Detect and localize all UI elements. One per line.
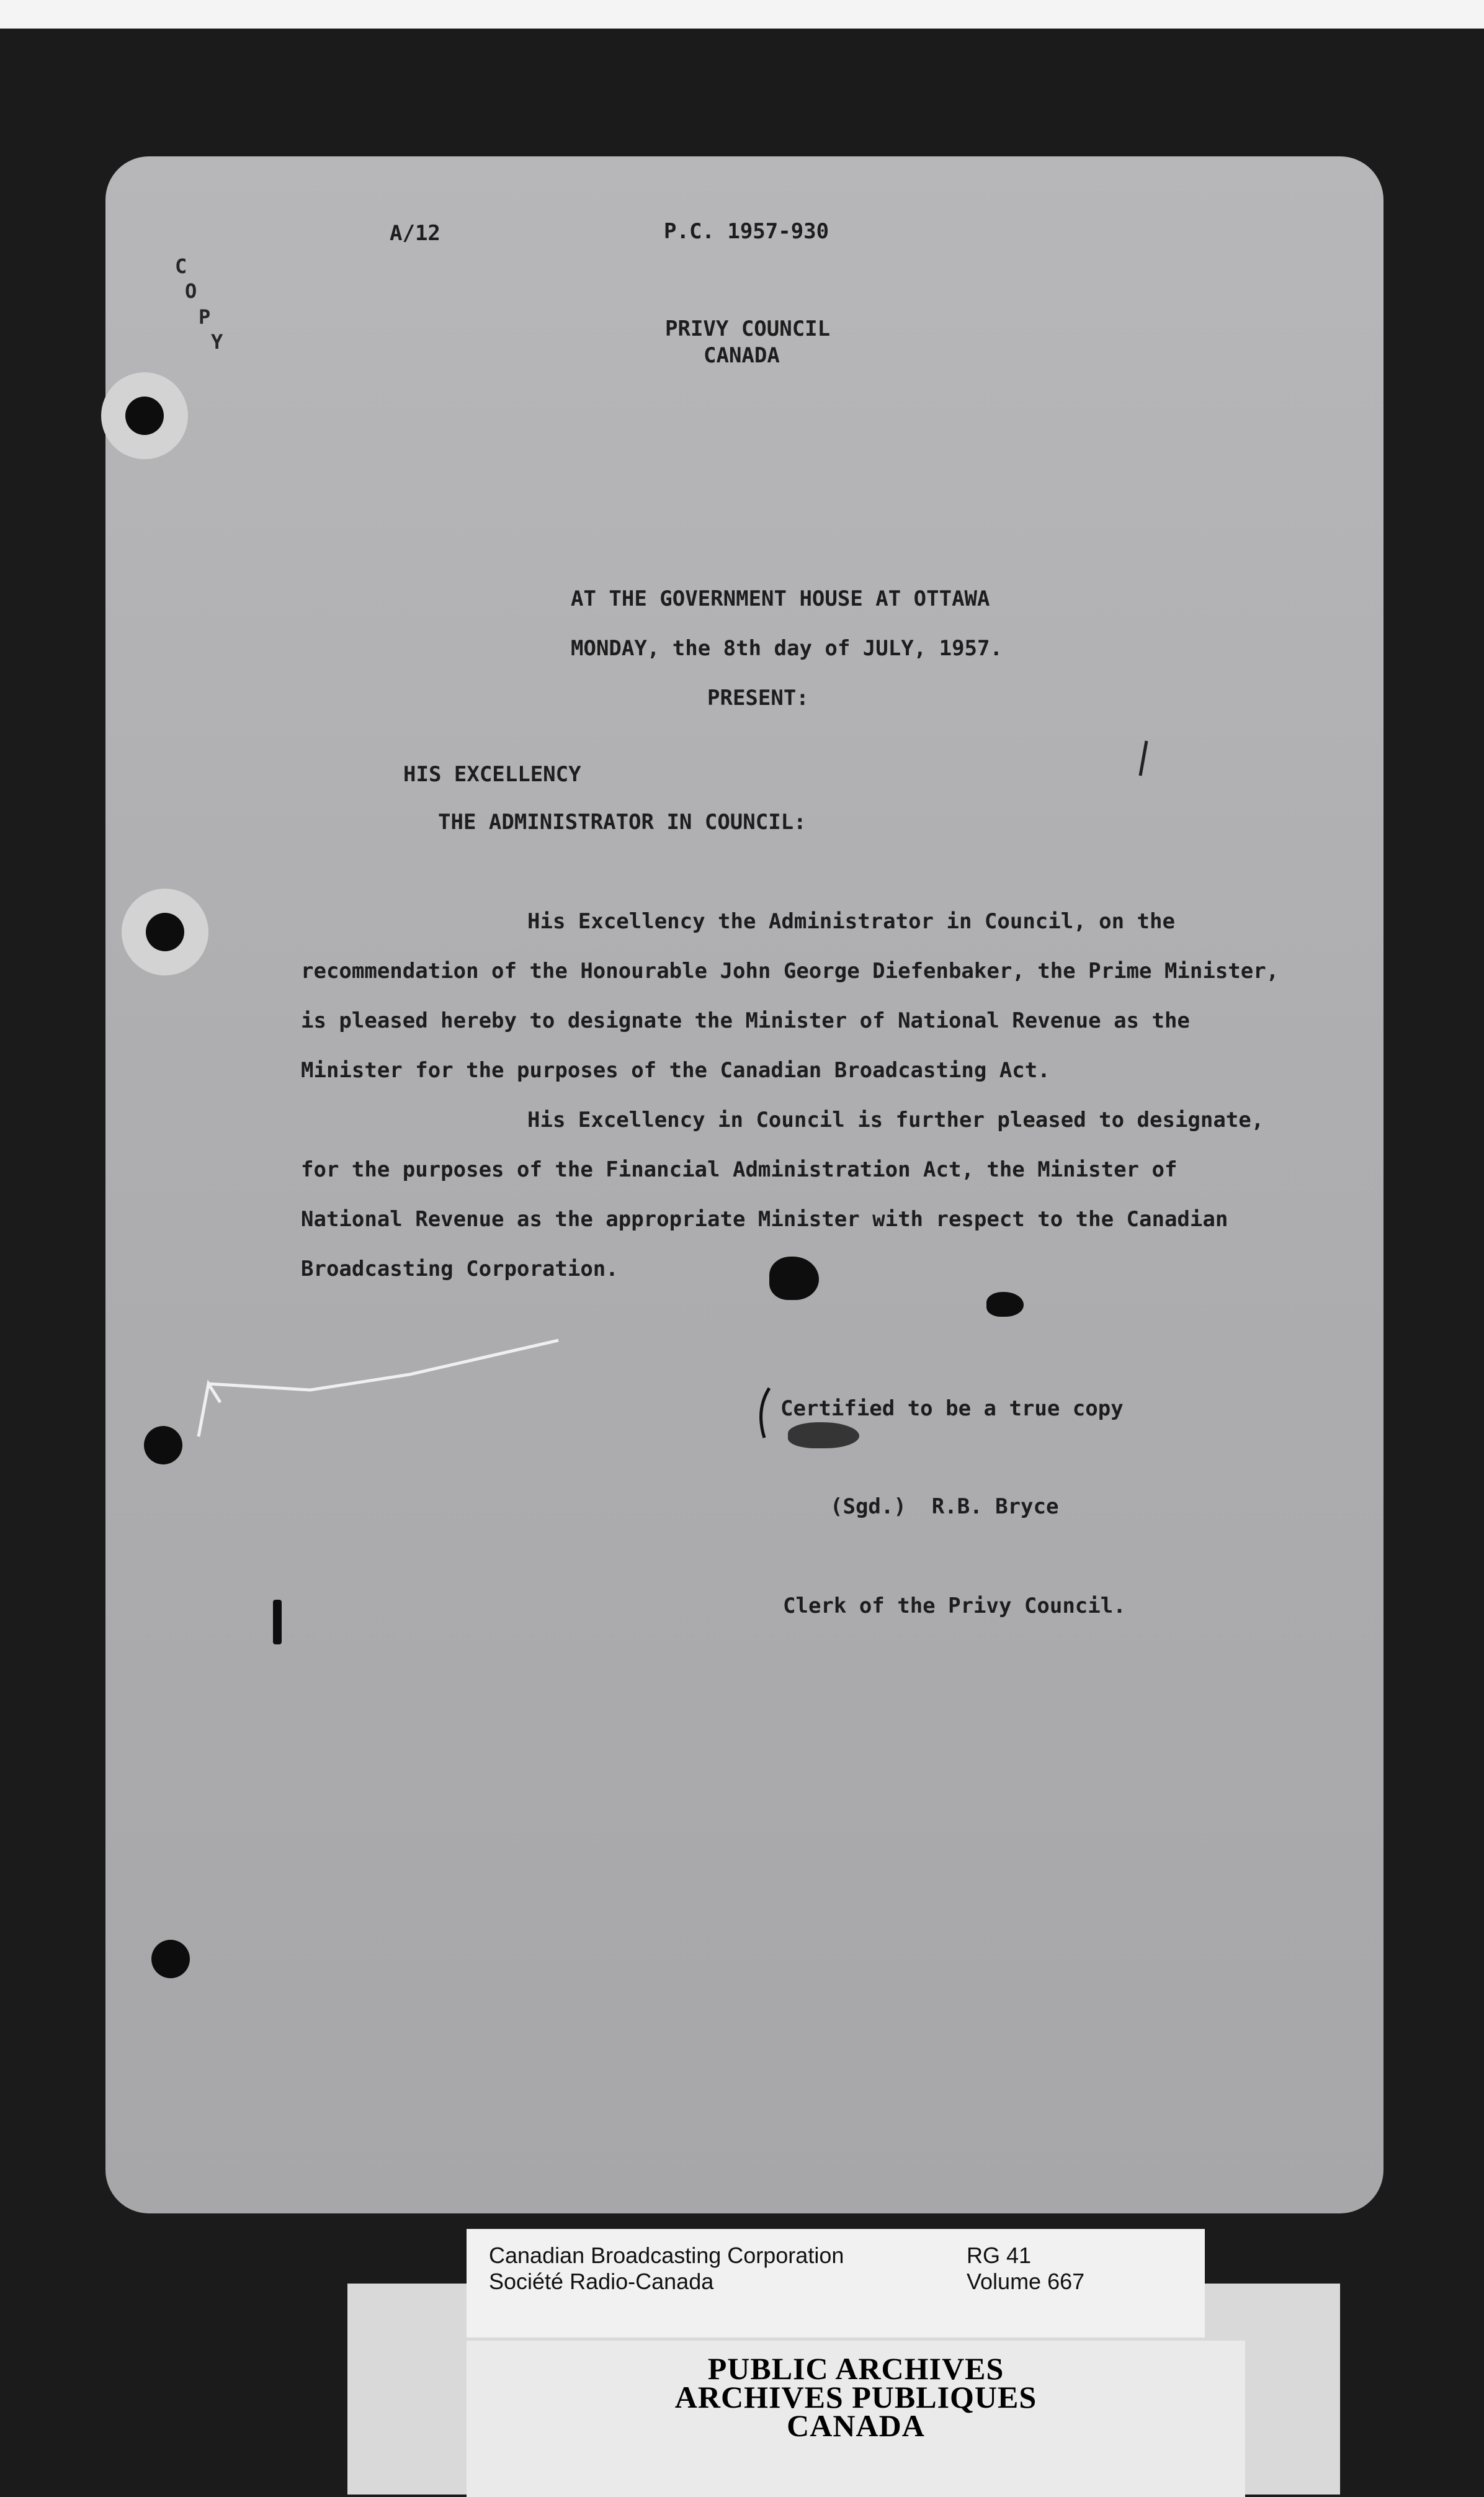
punch-hole — [144, 1426, 182, 1464]
copy-mark-letter: Y — [211, 330, 223, 354]
stamp-archives-publiques: ARCHIVES PUBLIQUES — [674, 2380, 1037, 2414]
meeting-place: AT THE GOVERNMENT HOUSE AT OTTAWA — [571, 586, 990, 611]
order-number: P.C. 1957-930 — [664, 219, 829, 244]
copy-mark-letter: P — [199, 305, 211, 329]
copy-mark-letter: O — [185, 279, 197, 303]
pen-bracket-mark — [751, 1385, 776, 1441]
pen-tick-mark — [1129, 738, 1154, 782]
paragraph-2: His Excellency in Council is further pleased to designate, for the purposes of the Financial Administration Act, the Minister of National Revenue as the appropriate Minister with respect to the Canadian Broadcasting Corporation. — [301, 1108, 1264, 1281]
punch-hole-reinforcement — [101, 372, 188, 459]
archive-label — [467, 2229, 1205, 2338]
film-border-top — [0, 0, 1484, 29]
pen-arrow-mark — [186, 1322, 571, 1446]
order-body — [301, 897, 1281, 1294]
signatory-title: Clerk of the Privy Council. — [783, 1594, 1126, 1618]
copy-mark — [174, 254, 230, 360]
certification-line: Certified to be a true copy — [780, 1396, 1124, 1421]
punch-hole — [146, 913, 184, 951]
signature-line: (Sgd.) R.B. Bryce — [830, 1494, 1059, 1519]
volume-number: Volume 667 — [967, 2269, 1085, 2294]
record-group: RG 41 — [967, 2243, 1032, 2268]
ink-blot — [273, 1600, 282, 1644]
addressee-line-1: HIS EXCELLENCY — [403, 762, 581, 787]
punch-hole — [125, 397, 164, 435]
addressee-line-2: THE ADMINISTRATOR IN COUNCIL: — [438, 810, 807, 835]
heading-canada: CANADA — [704, 343, 780, 368]
archives-stamp — [467, 2341, 1245, 2497]
stamp-canada: CANADA — [787, 2408, 925, 2443]
present-heading: PRESENT: — [707, 686, 809, 711]
heading-privy-council: PRIVY COUNCIL — [665, 316, 831, 341]
ink-blot — [788, 1422, 859, 1448]
paragraph-1: His Excellency the Administrator in Council, on the recommendation of the Honourable John George Diefenbaker, the Prime Minister, is pleased hereby to designate the Minister of National Revenue as the Minister for the purposes of the Canadian Broadcasting Act. — [301, 909, 1279, 1083]
copy-mark-letter: C — [175, 254, 187, 278]
ink-blot — [986, 1292, 1024, 1317]
organization-english: Canadian Broadcasting Corporation — [489, 2243, 844, 2268]
punch-hole — [151, 1940, 190, 1978]
meeting-date: MONDAY, the 8th day of JULY, 1957. — [571, 636, 1003, 661]
ink-blot — [769, 1257, 819, 1300]
file-reference: A/12 — [390, 221, 440, 246]
organization-french: Société Radio-Canada — [489, 2269, 714, 2294]
punch-hole-reinforcement — [122, 889, 208, 975]
stamp-public-archives: PUBLIC ARCHIVES — [707, 2351, 1004, 2386]
